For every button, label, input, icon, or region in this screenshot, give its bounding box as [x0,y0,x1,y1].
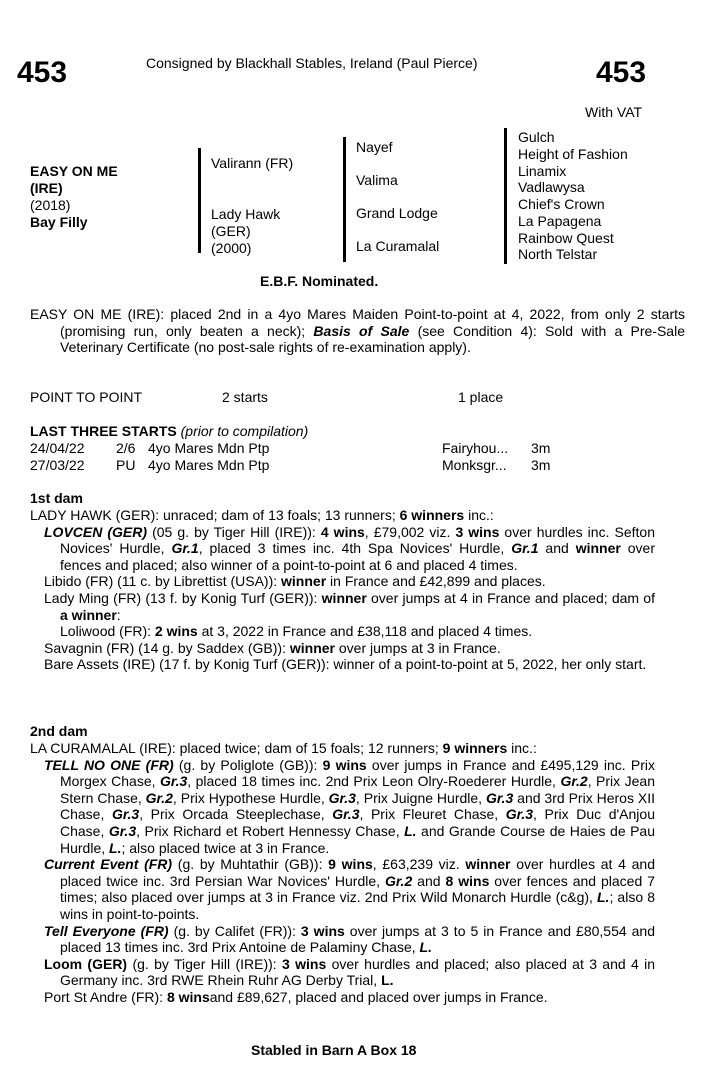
text: Port St Andre (FR): [44,988,167,1005]
grade: L. [419,939,432,956]
start-race: 4yo Mares Mdn Ptp [148,440,270,456]
text-bold: winner [465,856,511,873]
progeny-port-st-andre [30,989,655,1006]
table-row [30,457,590,474]
lot-number-right: 453 [596,56,647,89]
text: over hurdles inc. Sefton Novices' Hurdle, [60,523,655,557]
pedigree-dam-year: (2000) [211,240,252,256]
text-bold: 9 wins [328,856,373,873]
grade: Gr.3 [485,789,514,806]
text: over fences and placed; also winner of a point-to-point at 6 and placed 4 times. [60,540,656,573]
pedigree-gen2-1: Valima [356,172,398,188]
pedigree-gen3-item: Linamix [518,162,567,179]
text: LA CURAMALAL (IRE): placed twice; dam of 15 foals; 12 runners; [30,740,443,756]
text-bold: 8 wins [445,872,490,889]
text: , £63,239 viz. [372,856,466,873]
progeny-tell-no-one [30,757,655,857]
grade: Gr.1 [171,540,199,557]
ptp-label: POINT TO POINT [30,389,143,405]
text: Savagnin (FR) (14 g. by Saddex (GB)): [44,639,290,656]
text: Libido (FR) (11 c. by Librettist (USA)): [44,573,282,590]
text: in France and £42,899 and places. [326,573,546,590]
text: (g. by Tiger Hill (IRE)): [127,955,283,972]
progeny-bare-assets: Bare Assets (IRE) (17 f. by Konig Turf (GER)): winner of a point-to-point at 5, 2022, her only start. [44,656,647,673]
text: : [116,606,121,623]
grade: Gr.3 [108,822,137,839]
text-bold: winner [289,639,335,656]
text-bold: 3 wins [455,523,500,540]
start-position: PU [116,456,136,473]
pedigree-gen3-item: Gulch [518,129,555,145]
pedigree-dam-country: (GER) [211,223,251,239]
grade: L. [109,839,122,856]
start-course: Fairyhou... [442,440,509,456]
summary-paragraph [30,306,685,356]
pedigree-gen2-0: Nayef [356,139,393,155]
horse-year: (2018) [30,197,71,213]
start-date: 27/03/22 [30,456,85,473]
text-bold: winner [321,589,367,606]
progeny-name: Current Event (FR) [44,856,173,873]
text: inc.: [507,740,537,756]
horse-description: Bay Filly [30,214,88,230]
pedigree-bracket-2 [343,137,346,262]
horse-country: (IRE) [30,180,63,196]
vat-label: With VAT [585,104,643,120]
grade: Gr.2 [560,773,588,790]
text: , placed 18 times inc. 2nd Prix Leon Olry-Roederer Hurdle, [187,773,561,790]
ptp-places: 1 place [458,389,504,405]
text: and £89,627, placed and placed over jumps in France. [209,988,548,1005]
horse-name: EASY ON ME [30,163,118,179]
start-distance: 3m [531,456,551,473]
text: and Grande Course de Haies de Pau Hurdle, [60,822,656,856]
grade: Gr.1 [511,540,539,557]
grade: Gr.3 [160,773,188,790]
ptp-starts: 2 starts [222,389,268,405]
pedigree-gen3-item: Rainbow Quest [518,229,614,246]
summary-text: EASY ON ME (IRE): placed 2nd in a 4yo Mares Maiden Point-to-point at 4, 2022, from only 2 starts (promising run, only beaten a neck); [30,306,685,339]
progeny-name: TELL NO ONE (FR) [44,756,174,773]
text: ; also placed twice at 3 in France. [121,839,330,856]
progeny-name: LOVCEN (GER) [44,523,148,540]
pedigree-gen3-item: Chief's Crown [518,196,605,212]
lot-number-left: 453 [17,56,68,89]
text: , Prix Fleuret Chase, [359,806,506,823]
text: , placed 3 times inc. 4th Spa Novices' Hurdle, [198,540,512,557]
grade: L. [404,822,417,839]
grade: Gr.3 [328,789,356,806]
start-position: 2/6 [116,440,136,456]
text-bold: 9 wins [322,756,367,773]
pedigree-bracket-3 [504,128,507,264]
text: over jumps in France and £495,129 inc. Prix Morgex Chase, [60,756,656,790]
last-starts-note: (prior to compilation) [180,423,309,439]
progeny-libido [30,573,655,590]
grade: Gr.3 [505,806,534,823]
progeny-name: Tell Everyone (FR) [44,922,169,939]
text: over hurdles at 4 and placed twice inc. 3rd Persian War Novices' Hurdle, [60,856,655,889]
pedigree-sire: Valirann (FR) [211,155,294,171]
text-bold: a winner [60,606,117,623]
summary-text-2: (see Condition 4): Sold with a Pre-Sale Veterinary Certificate (no post-sale rights of re-examination apply). [60,322,685,356]
text: , Prix Richard et Robert Hennessy Chase, [136,822,405,839]
text-bold: winner [281,573,327,590]
text: and [538,540,576,557]
pedigree-dam [211,206,280,257]
progeny-loliwood [30,623,655,640]
text: , Prix Orcada Steeplechase, [139,806,333,823]
pedigree-dam-name: Lady Hawk [211,206,281,222]
text: and 3rd Prix Heros XII Chase, [60,789,655,823]
progeny-name: Loom (GER) [44,955,128,972]
text: (g. by Califet (FR)): [168,922,301,939]
second-dam-heading: 2nd dam [30,723,88,739]
text: over fences and placed 7 times; also placed over jumps at 3 in France viz. 2nd Prix Wild Monarch Hurdle (c&g), [60,872,655,906]
pedigree-gen3 [518,129,628,263]
progeny-lovcen [30,524,655,574]
text: Loliwood (FR): [60,623,155,640]
table-row [30,440,590,457]
first-dam-intro [30,507,655,524]
second-dam-intro [30,740,655,757]
text: inc.: [464,507,494,523]
second-dam-section [30,740,655,1006]
basis-of-sale: Basis of Sale [313,322,410,339]
text-bold: 6 winners [399,507,465,523]
pedigree-gen3-item: La Papagena [518,212,602,229]
text: Lady Ming (FR) (13 f. by Konig Turf (GER)): [44,589,322,606]
start-course: Monksgr... [442,456,507,473]
grade: L. [597,889,610,906]
text: , Prix Hypothese Hurdle, [172,789,329,806]
text: , Prix Juigne Hurdle, [355,789,486,806]
start-distance: 3m [531,440,551,456]
text: LADY HAWK (GER): unraced; dam of 13 foals; 13 runners; [30,507,400,523]
last-starts-title: LAST THREE STARTS [30,423,177,439]
text: and [412,872,446,889]
first-dam-section [30,507,655,673]
text: (g. by Poliglote (GB)): [173,756,323,773]
text-bold: 9 winners [442,740,508,756]
text-bold: 3 wins [282,955,327,972]
pedigree-gen2-3: La Curamalal [356,238,440,254]
grade: Gr.2 [145,789,173,806]
text: (05 g. by Tiger Hill (IRE)): [147,523,321,540]
grade: L. [381,972,394,989]
text: , Prix Duc d'Anjou Chase, [60,806,655,839]
text: at 3, 2022 in France and £38,118 and placed 4 times. [197,623,533,640]
stabled-location: Stabled in Barn A Box 18 [251,1042,417,1058]
text-bold: 3 wins [300,922,345,939]
ebf-note: E.B.F. Nominated. [260,273,379,289]
grade: Gr.3 [332,806,360,823]
progeny-lady-ming [30,590,655,623]
pedigree-bracket-1 [198,148,201,253]
pedigree-gen3-item: North Telstar [518,246,598,263]
start-race: 4yo Mares Mdn Ptp [148,456,270,473]
text-bold: 4 wins [320,523,365,540]
pedigree-gen3-item: Height of Fashion [518,145,628,162]
last-starts-table [30,440,590,473]
first-dam-heading: 1st dam [30,490,83,506]
text: over hurdles and placed; also placed at 3 and 4 in Germany inc. 3rd RWE Rhein Ruhr AG Derby Trial, [60,955,656,989]
start-date: 24/04/22 [30,440,85,456]
grade: Gr.2 [384,872,413,889]
text-bold: 2 wins [154,623,198,640]
text-bold: winner [575,540,621,557]
text: over jumps at 3 to 5 in France and £80,554 and placed 13 times inc. 3rd Prix Antoine de Palaminy Chase, [60,922,655,956]
consignor: Consigned by Blackhall Stables, Ireland (Paul Pierce) [146,55,478,71]
pedigree-gen3-item: Vadlawysa [518,179,585,196]
grade: Gr.3 [111,806,140,823]
text: (g. by Muhtathir (GB)): [172,856,329,873]
progeny-tell-everyone [30,923,655,956]
text-bold: 8 wins [166,988,210,1005]
text: , Prix Jean Stern Chase, [60,773,656,806]
text: ; also 8 wins in point-to-points. [60,889,655,922]
text: , £79,002 viz. [364,523,456,540]
progeny-savagnin [30,640,655,657]
progeny-loom [30,956,655,989]
text: over jumps at 4 in France and placed; dam of [366,589,655,606]
horse-block [30,163,118,231]
pedigree-gen2-2: Grand Lodge [356,205,438,221]
text: over jumps at 3 in France. [335,639,501,656]
progeny-current-event [30,856,655,922]
last-starts-heading [30,423,308,439]
